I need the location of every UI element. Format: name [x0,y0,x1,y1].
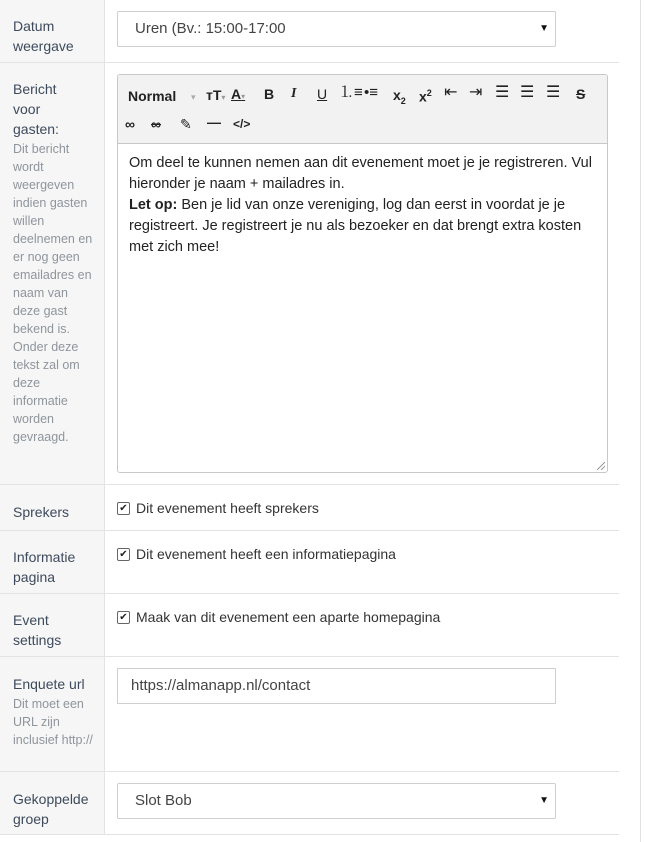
scrollbar-track[interactable] [640,0,641,842]
informatie-label: Informatie pagina [13,549,76,585]
chevron-down-icon: ▼ [539,795,549,806]
row-informatie [0,531,619,594]
chevron-down-icon: ▼ [539,23,549,34]
event-checkbox[interactable]: ✔ [117,611,130,624]
gekoppelde-groep-select[interactable]: Slot Bob ▼ [117,783,556,819]
bericht-label: Bericht voor gasten: [13,81,59,137]
sprekers-label: Sprekers [13,504,70,520]
enquete-hint: Dit moet een URL zijn inclusief http:// [13,697,93,747]
groep-label: Gekoppelde groep [13,791,89,827]
datum-weergave-select[interactable]: Uren (Bv.: 15:00-17:00 ▼ [117,11,556,47]
row-event-settings [0,594,619,657]
sprekers-checkbox-row[interactable]: ✔ Dit evenement heeft sprekers [117,500,319,516]
superscript-icon[interactable]: $x^2$ [419,88,432,105]
datum-label: Datum weergave [13,18,74,54]
bericht-hint: Dit bericht wordt weergeven indien gasten willen deelnemen en er nog geen emailadres en naam van deze gast bekend is. Onder deze tekst zal om deze informatie worden gevraagd. [13,142,93,444]
row-sprekers [0,485,619,531]
row-gekoppelde-groep [0,772,619,835]
enquete-url-input[interactable]: https://almanapp.nl/contact [117,668,556,704]
resize-handle-icon[interactable] [597,462,605,470]
style-caret-icon: ▾ [191,92,196,102]
strikethrough-icon[interactable]: S [576,86,586,102]
informatie-checkbox[interactable]: ✔ [117,548,130,561]
ordered-list-icon[interactable]: ⒈≡ [339,84,363,101]
row-datum-weergave [0,0,619,63]
event-label: Event settings [13,612,62,648]
italic-icon[interactable]: I [291,86,297,101]
style-dropdown[interactable]: Normal [128,88,177,104]
editor-toolbar [118,75,607,144]
rich-text-editor[interactable] [117,74,608,473]
underline-icon[interactable]: U [317,86,328,102]
editor-paragraph-2: Let op: Ben je lid van onze vereniging, log dan eerst in voordat je je registreert. Je registreert je nu als bezoeker en dat brengt extra kosten met zich mee! [129,197,582,255]
outdent-icon[interactable]: ⇤ [444,84,458,101]
text-color-icon[interactable]: A▾ [231,86,246,102]
informatie-checkbox-row[interactable]: ✔ Dit evenement heeft een informatiepagina [117,546,396,562]
enquete-label: Enquete url [13,676,85,692]
align-center-icon[interactable]: ☰ [520,84,535,101]
code-view-icon[interactable]: </> [233,117,251,131]
subscript-icon[interactable]: $x_2$ [393,87,406,106]
row-enquete [0,657,619,772]
font-size-icon[interactable]: тT▾ [206,87,226,103]
align-right-icon[interactable]: ☰ [546,84,561,101]
unlink-icon[interactable]: ∞ [151,116,161,132]
editor-paragraph-1: Om deel te kunnen nemen aan dit evenement moet je je registreren. Vul hieronder je naam + mailadres in. [129,155,592,192]
bold-icon[interactable]: B [264,86,275,102]
event-checkbox-row[interactable]: ✔ Maak van dit evenement een aparte homepagina [117,609,440,625]
indent-icon[interactable]: ⇥ [469,84,483,101]
unordered-list-icon[interactable]: •≡ [364,84,379,101]
link-icon[interactable]: ∞ [125,116,135,132]
sprekers-checkbox[interactable]: ✔ [117,502,130,515]
align-left-icon[interactable]: ☰ [495,84,510,101]
let-op-bold: Let op: [129,197,178,213]
editor-content[interactable] [129,153,599,258]
horizontal-rule-icon[interactable]: — [207,114,221,130]
eraser-icon[interactable]: ✎ [180,116,192,132]
